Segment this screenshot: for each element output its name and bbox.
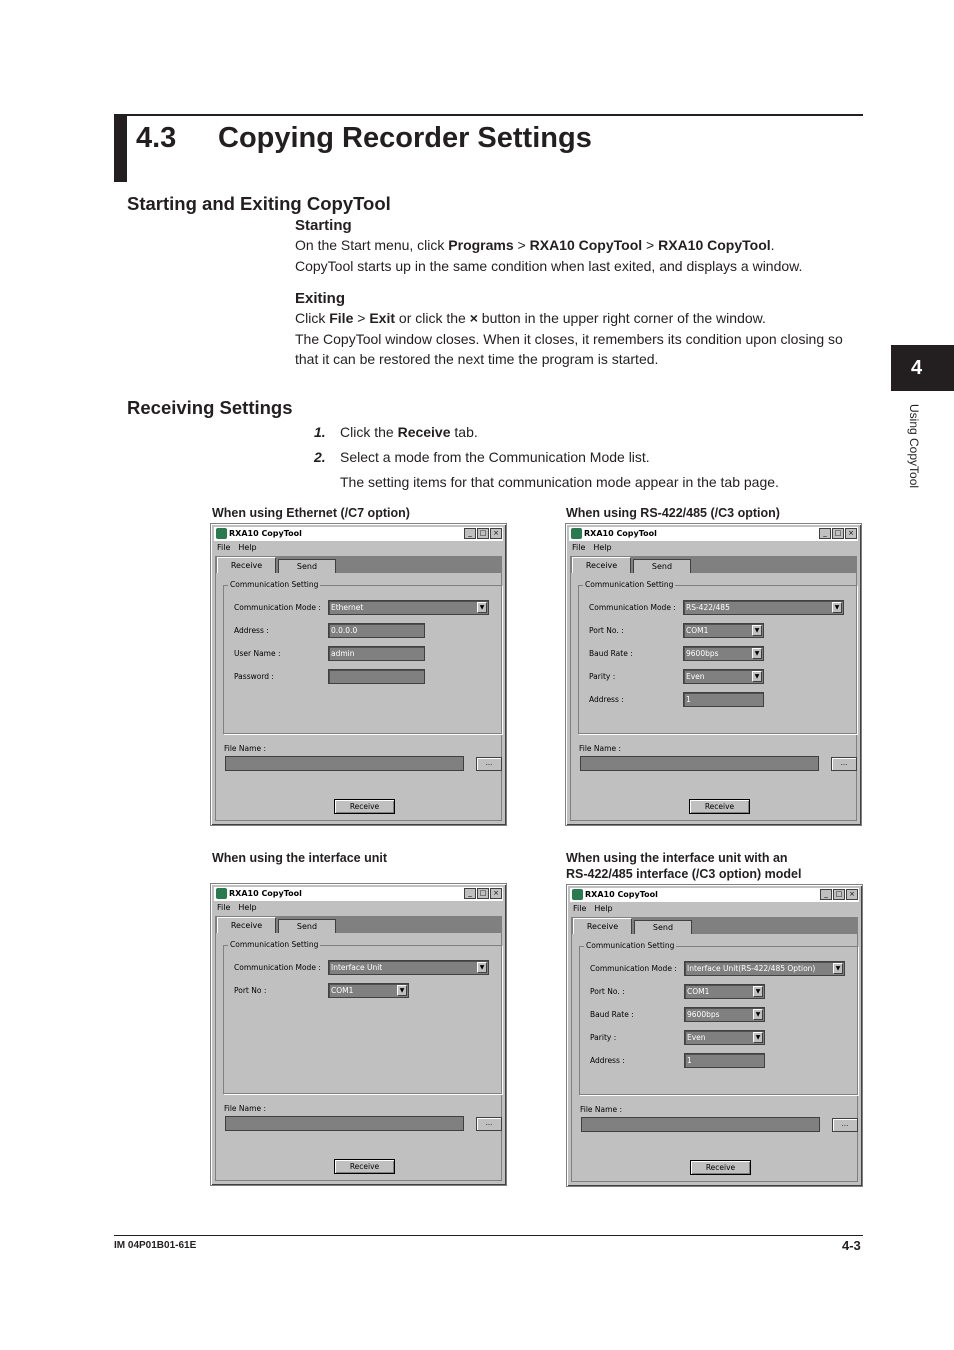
group-label: Communication Setting bbox=[586, 941, 675, 950]
copytool-window-ethernet bbox=[210, 523, 507, 826]
tab-strip bbox=[215, 916, 502, 933]
chevron-down-icon: ▼ bbox=[833, 963, 843, 974]
starting-line-1: On the Start menu, click Programs > RXA10 CopyTool > RXA10 CopyTool. bbox=[295, 237, 775, 253]
chevron-down-icon: ▼ bbox=[397, 985, 407, 996]
receive-button[interactable]: Receive bbox=[334, 1159, 395, 1174]
file-name-label: File Name : bbox=[579, 744, 621, 753]
window-titlebar bbox=[570, 888, 859, 902]
address-input[interactable]: 0.0.0.0 bbox=[328, 623, 425, 638]
close-button[interactable]: × bbox=[845, 528, 857, 539]
port-no-select[interactable]: COM1 ▼ bbox=[683, 623, 764, 638]
menubar bbox=[215, 902, 257, 914]
field-label: Communication Mode : bbox=[234, 603, 321, 612]
window-title: RXA10 CopyTool bbox=[584, 529, 657, 538]
chevron-down-icon: ▼ bbox=[832, 602, 842, 613]
file-name-input[interactable] bbox=[225, 1116, 464, 1131]
tab-send[interactable]: Send bbox=[278, 559, 336, 573]
field-label: Address : bbox=[590, 1056, 625, 1065]
tab-pane bbox=[571, 934, 858, 1182]
tab-receive[interactable]: Receive bbox=[217, 917, 276, 933]
field-label: Communication Mode : bbox=[589, 603, 676, 612]
menu-help[interactable]: Help bbox=[593, 543, 612, 552]
caption-interface-unit-rs485: When using the interface unit with an RS-422/485 interface (/C3 option) model bbox=[566, 851, 802, 881]
field-label: Baud Rate : bbox=[590, 1010, 634, 1019]
app-logo-icon bbox=[216, 888, 227, 899]
chevron-down-icon: ▼ bbox=[753, 1032, 763, 1043]
communication-mode-select[interactable]: RS-422/485 ▼ bbox=[683, 600, 844, 615]
parity-select[interactable]: Even ▼ bbox=[684, 1030, 765, 1045]
file-name-input[interactable] bbox=[580, 756, 819, 771]
menu-file[interactable]: File bbox=[217, 543, 231, 552]
menu-help[interactable]: Help bbox=[238, 903, 257, 912]
field-label: Baud Rate : bbox=[589, 649, 633, 658]
file-name-input[interactable] bbox=[225, 756, 464, 771]
header-rule bbox=[127, 114, 863, 116]
communication-mode-select[interactable]: Interface Unit ▼ bbox=[328, 960, 489, 975]
window-title: RXA10 CopyTool bbox=[585, 890, 658, 899]
parity-select[interactable]: Even ▼ bbox=[683, 669, 764, 684]
tab-receive[interactable]: Receive bbox=[217, 557, 276, 573]
communication-mode-select[interactable]: Ethernet ▼ bbox=[328, 600, 489, 615]
file-name-label: File Name : bbox=[580, 1105, 622, 1114]
minimize-button[interactable]: _ bbox=[820, 889, 832, 900]
minimize-button[interactable]: _ bbox=[464, 528, 476, 539]
browse-button[interactable]: ... bbox=[831, 757, 857, 771]
document-id: IM 04P01B01-61E bbox=[114, 1240, 197, 1251]
chevron-down-icon: ▼ bbox=[477, 962, 487, 973]
app-logo-icon bbox=[572, 889, 583, 900]
tab-receive[interactable]: Receive bbox=[572, 557, 631, 573]
chevron-down-icon: ▼ bbox=[752, 625, 762, 636]
field-label: Port No : bbox=[234, 986, 267, 995]
file-name-input[interactable] bbox=[581, 1117, 820, 1132]
group-label: Communication Setting bbox=[230, 580, 319, 589]
tab-strip bbox=[215, 556, 502, 573]
baud-rate-select[interactable]: 9600bps ▼ bbox=[684, 1007, 765, 1022]
menu-file[interactable]: File bbox=[217, 903, 231, 912]
window-titlebar bbox=[569, 527, 858, 541]
exiting-line-1: Click File > Exit or click the × button in the upper right corner of the window. bbox=[295, 310, 766, 326]
copytool-window-rs485 bbox=[565, 523, 862, 826]
communication-mode-select[interactable]: Interface Unit(RS-422/485 Option) ▼ bbox=[684, 961, 845, 976]
tab-send[interactable]: Send bbox=[633, 559, 691, 573]
window-title: RXA10 CopyTool bbox=[229, 889, 302, 898]
page-number: 4-3 bbox=[842, 1238, 861, 1253]
chevron-down-icon: ▼ bbox=[752, 671, 762, 682]
field-label: Parity : bbox=[590, 1033, 617, 1042]
copytool-window-interface-unit bbox=[210, 883, 507, 1186]
chevron-down-icon: ▼ bbox=[753, 1009, 763, 1020]
field-label: Address : bbox=[589, 695, 624, 704]
maximize-button[interactable]: □ bbox=[832, 528, 844, 539]
chevron-down-icon: ▼ bbox=[753, 986, 763, 997]
footer-rule bbox=[114, 1235, 863, 1236]
group-label: Communication Setting bbox=[230, 940, 319, 949]
tab-pane bbox=[215, 933, 502, 1181]
app-logo-icon bbox=[216, 528, 227, 539]
step-1-text: Click the Receive tab. bbox=[340, 424, 478, 440]
group-label: Communication Setting bbox=[585, 580, 674, 589]
close-button[interactable]: × bbox=[846, 889, 858, 900]
app-logo-icon bbox=[571, 528, 582, 539]
heading-starting-exiting: Starting and Exiting CopyTool bbox=[127, 193, 391, 214]
field-label: Port No. : bbox=[590, 987, 625, 996]
chapter-tab: 4 bbox=[891, 345, 954, 391]
file-name-label: File Name : bbox=[224, 1104, 266, 1113]
section-number: 4.3 bbox=[136, 122, 177, 154]
heading-receiving: Receiving Settings bbox=[127, 397, 293, 418]
field-label: Communication Mode : bbox=[234, 963, 321, 972]
close-button[interactable]: × bbox=[490, 888, 502, 899]
maximize-button[interactable]: □ bbox=[477, 888, 489, 899]
browse-button[interactable]: ... bbox=[476, 757, 502, 771]
receive-button[interactable]: Receive bbox=[689, 799, 750, 814]
file-name-label: File Name : bbox=[224, 744, 266, 753]
step-2-note: The setting items for that communication mode appear in the tab page. bbox=[340, 474, 779, 490]
menu-help[interactable]: Help bbox=[594, 904, 613, 913]
subheading-exiting: Exiting bbox=[295, 290, 346, 307]
tab-send[interactable]: Send bbox=[278, 919, 336, 933]
subheading-starting: Starting bbox=[295, 217, 352, 234]
field-label: Communication Mode : bbox=[590, 964, 677, 973]
tab-strip bbox=[570, 556, 857, 573]
exiting-line-2: The CopyTool window closes. When it closes, it remembers its condition upon closing so bbox=[295, 331, 843, 347]
menubar bbox=[570, 542, 612, 554]
menubar bbox=[571, 903, 613, 915]
window-title: RXA10 CopyTool bbox=[229, 529, 302, 538]
copytool-window-interface-unit-rs485 bbox=[566, 884, 863, 1187]
caption-ethernet: When using Ethernet (/C7 option) bbox=[212, 506, 410, 520]
browse-button[interactable]: ... bbox=[832, 1118, 858, 1132]
password-input[interactable] bbox=[328, 669, 425, 684]
step-2-text: Select a mode from the Communication Mode list. bbox=[340, 449, 650, 465]
address-input[interactable]: 1 bbox=[683, 692, 764, 707]
port-no-select[interactable]: COM1 ▼ bbox=[684, 984, 765, 999]
step-1-number: 1. bbox=[314, 424, 326, 440]
chapter-side-label: Using CopyTool bbox=[907, 404, 921, 489]
browse-button[interactable]: ... bbox=[476, 1117, 502, 1131]
receive-button[interactable]: Receive bbox=[690, 1160, 751, 1175]
section-title: Copying Recorder Settings bbox=[218, 122, 592, 154]
tab-pane bbox=[215, 573, 502, 821]
tab-strip bbox=[571, 917, 858, 934]
user-name-input[interactable]: admin bbox=[328, 646, 425, 661]
window-titlebar bbox=[214, 527, 503, 541]
receive-button[interactable]: Receive bbox=[334, 799, 395, 814]
chevron-down-icon: ▼ bbox=[752, 648, 762, 659]
menu-help[interactable]: Help bbox=[238, 543, 257, 552]
address-input[interactable]: 1 bbox=[684, 1053, 765, 1068]
step-2-number: 2. bbox=[314, 449, 326, 465]
tab-send[interactable]: Send bbox=[634, 920, 692, 934]
port-no-select[interactable]: COM1 ▼ bbox=[328, 983, 409, 998]
caption-rs485: When using RS-422/485 (/C3 option) bbox=[566, 506, 780, 520]
field-label: Parity : bbox=[589, 672, 616, 681]
minimize-button[interactable]: _ bbox=[819, 528, 831, 539]
close-button[interactable]: × bbox=[490, 528, 502, 539]
field-label: Port No. : bbox=[589, 626, 624, 635]
menu-file[interactable]: File bbox=[573, 904, 587, 913]
caption-interface-unit: When using the interface unit bbox=[212, 851, 388, 865]
minimize-button[interactable]: _ bbox=[464, 888, 476, 899]
window-titlebar bbox=[214, 887, 503, 901]
menu-file[interactable]: File bbox=[572, 543, 586, 552]
baud-rate-select[interactable]: 9600bps ▼ bbox=[683, 646, 764, 661]
field-label: Password : bbox=[234, 672, 274, 681]
starting-line-2: CopyTool starts up in the same condition when last exited, and displays a window. bbox=[295, 258, 803, 274]
exiting-line-3: that it can be restored the next time the program is started. bbox=[295, 351, 659, 367]
field-label: Address : bbox=[234, 626, 269, 635]
field-label: User Name : bbox=[234, 649, 281, 658]
section-marker-bar bbox=[114, 114, 127, 182]
tab-pane bbox=[570, 573, 857, 821]
tab-receive[interactable]: Receive bbox=[573, 918, 632, 934]
maximize-button[interactable]: □ bbox=[477, 528, 489, 539]
chevron-down-icon: ▼ bbox=[477, 602, 487, 613]
menubar bbox=[215, 542, 257, 554]
maximize-button[interactable]: □ bbox=[833, 889, 845, 900]
